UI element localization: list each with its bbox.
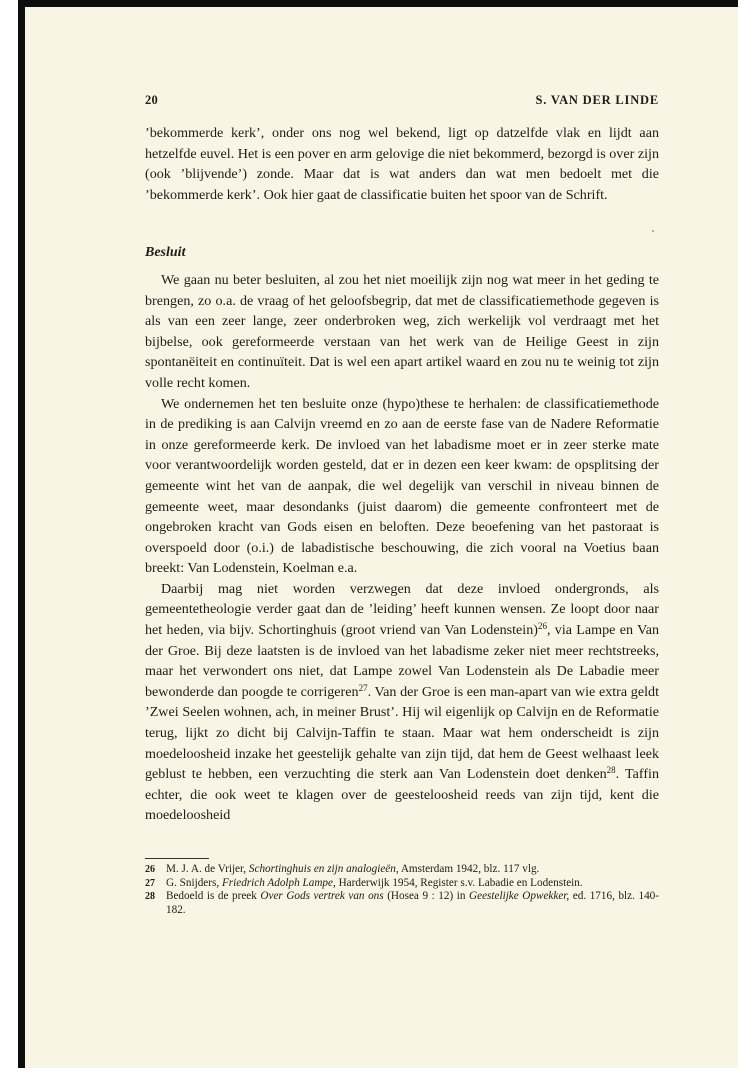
footnote-text: Harderwijk 1954, Register s.v. Labadie en Lodenstein.: [335, 876, 583, 889]
footnote-title: Over Gods vertrek van ons: [260, 890, 384, 903]
footnote-ref: 26: [537, 621, 547, 632]
footnote: [145, 863, 659, 877]
body-text: [145, 123, 659, 826]
footnote: [145, 890, 659, 917]
paragraph-text: . Van der Groe is een man-apart van wie extra geldt ’Zwei Seelen wohnen, ach, in meiner Brust’. Hij wil eigenlijk op Calvijn en de Reformatie terug, lijkt zo dicht bij Calvijn-Taffin te staan. Maar wat hem onderscheidt is zijn moedeloosheid inzake het geestelijk gehalte van zijn tijd, dat hem de Geest welhaast leek geblust te hebben, een verzuchting die sterk aan Van Lodenstein doet denken: [145, 683, 659, 783]
section-heading: Besluit: [145, 245, 186, 261]
footnote-title: Schortinghuis en zijn analogieën,: [248, 863, 399, 875]
footnote: [145, 877, 659, 891]
opening-paragraph: ’bekommerde kerk’, onder ons nog wel bekend, ligt op datzelfde vlak en lijdt aan hetzelfde euvel. Het is een pover en arm gelovige die niet bekommerd, bezorgd is over zijn (ook ’blijvende’) zonde. Maar dat is wat anders dan wat men bedoelt met die ’bekommerde kerk’. Ook hier gaat de classificatie buiten het spoor van de Schrift.: [145, 125, 659, 203]
footnote-text: Bedoeld is de preek: [166, 890, 261, 903]
footnote-text: Amsterdam 1942, blz. 117 vlg.: [398, 863, 540, 875]
paragraph: We gaan nu beter besluiten, al zou het niet moeilijk zijn nog wat meer in het geding te brengen, zo o.a. de vraag of het geloofsbegrip, dat met de classificatiemethode gegeven is als van een zeer lange, zeer onderbroken weg, zich werkelijk vol verdraagt met het bijbelse, ook gereformeerde verstaan van het werk van de Heilige Geest in zijn spontanëiteit en continuïteit. Dat is wel een apart artikel waard en zou nu te weinig tot zijn volle recht komen.: [145, 271, 659, 391]
footnote-ref: 27: [358, 682, 368, 693]
footnote-text: G. Snijders,: [166, 876, 222, 889]
footnote-text: (Hosea 9 : 12) in: [383, 890, 470, 903]
running-head: S. VAN DER LINDE: [535, 93, 659, 107]
footnote-number: 28: [145, 891, 155, 903]
footnote-number: 27: [145, 877, 155, 889]
page-number: 20: [145, 93, 159, 107]
paragraph-text: . Taffin echter, die ook weet te klagen over de geesteloosheid reeds van zijn tijd, kent die moedeloosheid: [145, 766, 659, 824]
footnotes: [145, 863, 659, 917]
footnote-title: Friedrich Adolph Lampe,: [221, 876, 336, 889]
footnote-title: Geestelijke Opwekker,: [469, 890, 570, 903]
footnote-ref: 28: [606, 765, 616, 776]
paragraph-text: , via Lampe en Van der Groe. Bij deze laatsten is de invloed van het labadisme zeker niet meer rechtstreeks, maar het verwondert ons niet, dat Lampe zowel Van Lodenstein als De Labadie meer bewonderde dan poogde te corrigeren: [145, 622, 659, 700]
footnote-number: 26: [145, 864, 155, 875]
footnote-text: M. J. A. de Vrijer,: [166, 863, 249, 875]
paragraph: [145, 579, 659, 826]
scan-border-left: [18, 0, 25, 1068]
footnote-text: ed. 1716, blz. 140-182.: [166, 890, 659, 916]
scan-border-top: [18, 0, 738, 7]
page-header: [145, 93, 659, 109]
paragraph: We ondernemen het ten besluite onze (hypo)these te herhalen: de classificatiemethode in de prediking is aan Calvijn vreemd en zo aan de eerste fase van de Nadere Reformatie in onze gereformeerde kerk. De invloed van het labadisme moet er in zeer sterke mate voor verantwoordelijk worden gesteld, dat er in dezen een keer kwam: de opsplitsing der gemeente wint het van de aanpak, die wel degelijk van verschil in niveau binnen de gemeente weet, maar desondanks (juist daarom) die gemeente confronteert met de ongebroken kracht van Gods eisen en beloften. Deze beoefening van het pastoraat is overspoeld door (o.i.) de labadistische beschouwing, die zich vooral na Voetius baan breekt: Van Lodenstein, Koelman e.a.: [145, 395, 659, 577]
footnote-rule: [145, 858, 209, 859]
paragraph-text: Daarbij mag niet worden verzwegen dat deze invloed ondergronds, als gemeentetheologie verder gaat dan de ’leiding’ heeft kunnen wensen. Ze loopt door naar het heden, via bijv. Schortinghuis (groot vriend van Van Lodenstein): [145, 580, 659, 639]
